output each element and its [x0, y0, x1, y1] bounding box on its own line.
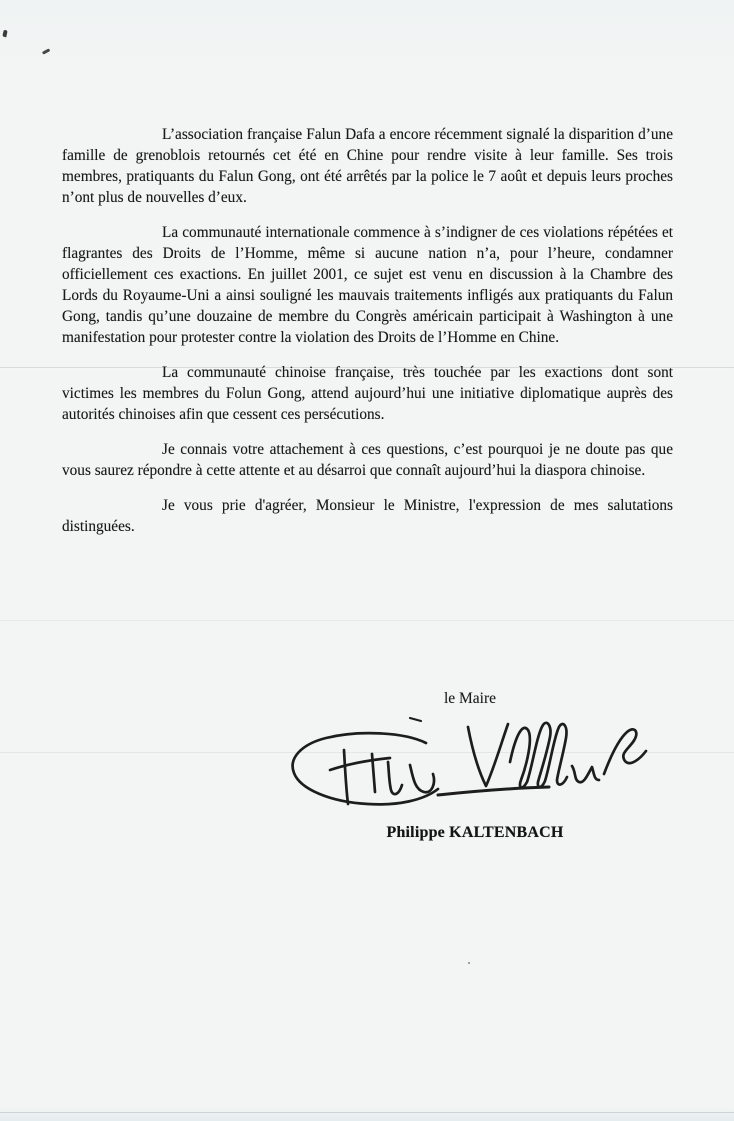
handwritten-signature — [286, 710, 654, 820]
signer-name: Philippe KALTENBACH — [386, 824, 564, 841]
letter-body — [62, 124, 673, 551]
paragraph-communaute-internationale: La communauté internationale commence à s’indigner de ces violations répétées et flagrantes des Droits de l’Homme, même si aucune nation n’a, pour l’heure, condamner officiellement ces exactions. En juillet 2001, ce sujet est venu en discussion à la Chambre des Lords du Royaume-Uni a ainsi souligné les mauvais traitements infligés aux pratiquants du Falun Gong, tandis qu’une douzaine de membre du Congrès américain participait à Washington à une manifestation pour protester contre la violation des Droits de l’Homme en Chine. — [62, 224, 673, 346]
paragraph-disparition: L’association française Falun Dafa a encore récemment signalé la disparition d’une famille de grenoblois retournés cet été en Chine pour rendre visite à leur famille. Ses trois membres, pratiquants du Falun Gong, ont été arrêtés par la police le 7 août et depuis leurs proches n’ont plus de nouvelles d’eux. — [62, 126, 673, 206]
paragraph-salutations: Je vous prie d'agréer, Monsieur le Ministre, l'expression de mes salutations distinguées. — [62, 497, 673, 535]
paragraph-communaute-chinoise: La communauté chinoise française, très touchée par les exactions dont sont victimes les membres du Folun Gong, attend aujourd’hui une initiative diplomatique auprès des autorités chinoises afin que cessent ces persécutions. — [62, 364, 673, 423]
paragraph-attachement: Je connais votre attachement à ces questions, c’est pourquoi je ne doute pas que vous saurez répondre à cette attente et au désarroi que connaît aujourd’hui la diaspora chinoise. — [62, 441, 673, 479]
signer-title: le Maire — [443, 690, 497, 707]
